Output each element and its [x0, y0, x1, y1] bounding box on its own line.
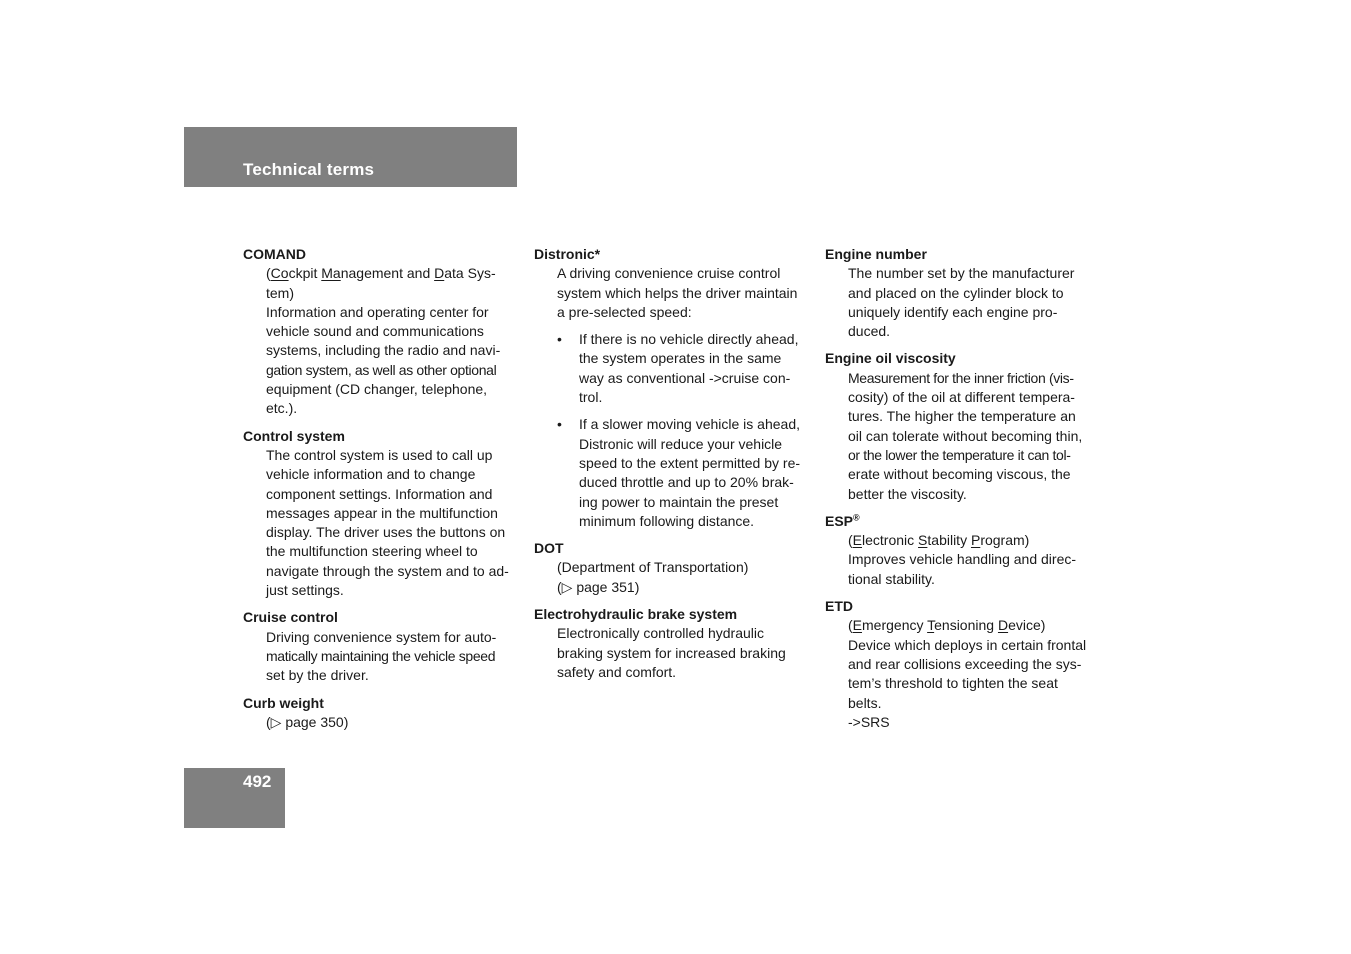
definition-line: navigate through the system and to ad-	[266, 562, 509, 579]
definition-line: and placed on the cylinder block to	[848, 284, 1064, 301]
term-comand: COMAND	[243, 246, 306, 262]
definition-line: The control system is used to call up	[266, 446, 493, 463]
definition-engine-oil-viscosity	[825, 369, 1100, 504]
definition-line: oil can tolerate without becoming thin,	[848, 427, 1083, 444]
definition-comand	[243, 264, 518, 418]
page-number: 492	[243, 772, 272, 791]
column-2	[534, 245, 809, 682]
definition-line: component settings. Information and	[266, 485, 493, 502]
definition-line: etc.).	[266, 400, 298, 417]
definition-line: set by the driver.	[266, 667, 369, 684]
definition-line: and rear collisions exceeding the sys-	[848, 655, 1082, 672]
term-etd: ETD	[825, 598, 853, 615]
definition-line: tional stability.	[848, 570, 935, 587]
bullet-line: minimum following distance.	[579, 512, 755, 529]
bullet-line: duced throttle and up to 20% brak-	[579, 474, 794, 491]
definition-line: (Emergency Tensioning Device)	[848, 617, 1046, 634]
page-reference[interactable]: (▷ page 350)	[266, 713, 349, 730]
definition-line: (Electronic Stability Program)	[848, 532, 1030, 549]
definition-line: braking system for increased braking	[557, 644, 786, 661]
definition-curb-weight	[243, 713, 518, 732]
definition-line: erate without becoming viscous, the	[848, 466, 1071, 483]
definition-line: duced.	[848, 323, 891, 340]
term-cruise-control: Cruise control	[243, 609, 338, 626]
definition-line: equipment (CD changer, telephone,	[266, 381, 488, 398]
bullet-icon: •	[557, 331, 562, 348]
definition-line: tem’s threshold to tighten the seat	[848, 675, 1058, 692]
definition-engine-number	[825, 264, 1100, 341]
definition-line: tures. The higher the temperature an	[848, 408, 1076, 425]
term-control-system: Control system	[243, 427, 345, 444]
page-number-box	[184, 768, 285, 828]
definition-line: better the viscosity.	[848, 485, 967, 502]
bullet-line: the system operates in the same	[579, 350, 782, 367]
definition-line: display. The driver uses the buttons on	[266, 524, 506, 541]
definition-line: safety and comfort.	[557, 663, 677, 680]
term-distronic: Distronic*	[534, 246, 601, 262]
cross-reference-link[interactable]: ->SRS	[848, 713, 890, 730]
definition-cruise-control	[243, 628, 518, 686]
definition-line: Device which deploys in certain frontal	[848, 636, 1087, 653]
definition-line: uniquely identify each engine pro-	[848, 303, 1058, 320]
page-reference[interactable]: (▷ page 351)	[557, 578, 640, 595]
column-3	[825, 245, 1100, 732]
definition-electrohydraulic-brake	[534, 624, 809, 682]
definition-line: A driving convenience cruise control	[557, 265, 781, 282]
list-item	[557, 415, 809, 531]
definition-line: just settings.	[266, 582, 344, 599]
definition-line: matically maintaining the vehicle speed	[266, 647, 496, 664]
bullet-line: Distronic will reduce your vehicle	[579, 435, 783, 452]
bullet-line: way as conventional ->cruise con-	[579, 369, 791, 386]
section-header-bar	[184, 127, 517, 187]
column-1	[243, 245, 518, 732]
definition-line: (Cockpit Management and Data Sys-	[266, 265, 496, 282]
definition-dot	[534, 558, 809, 597]
definition-line: cosity) of the oil at different tempera-	[848, 389, 1075, 406]
definition-line: vehicle sound and communications	[266, 323, 484, 340]
term-esp: ESP®	[825, 512, 860, 529]
definition-line: belts.	[848, 694, 882, 711]
definition-line: a pre-selected speed:	[557, 303, 692, 320]
distronic-bullet-list	[534, 330, 809, 531]
definition-line: messages appear in the multifunction	[266, 504, 498, 521]
bullet-line: speed to the extent permitted by re-	[579, 454, 801, 471]
section-title: Technical terms	[243, 160, 375, 179]
definition-line: The number set by the manufacturer	[848, 265, 1075, 282]
definition-line: Information and operating center for	[266, 303, 489, 320]
definition-line: Measurement for the inner friction (vis-	[848, 369, 1074, 386]
term-engine-number: Engine number	[825, 246, 927, 262]
list-item	[557, 330, 809, 407]
definition-line: (Department of Transportation)	[557, 559, 749, 576]
bullet-line: ing power to maintain the preset	[579, 493, 779, 510]
term-dot: DOT	[534, 540, 564, 557]
definition-esp	[825, 531, 1100, 589]
definition-line: vehicle information and to change	[266, 466, 476, 483]
definition-line: Improves vehicle handling and direc-	[848, 551, 1077, 568]
bullet-line: trol.	[579, 389, 603, 406]
definition-line: Electronically controlled hydraulic	[557, 625, 764, 642]
term-curb-weight: Curb weight	[243, 694, 324, 711]
registered-mark: ®	[853, 512, 860, 523]
definition-line: or the lower the temperature it can tol-	[848, 446, 1071, 463]
definition-distronic	[534, 264, 809, 322]
definition-line: Driving convenience system for auto-	[266, 628, 497, 645]
definition-etd	[825, 616, 1100, 732]
definition-line: tem)	[266, 284, 294, 301]
term-electrohydraulic-brake: Electrohydraulic brake system	[534, 606, 738, 623]
definition-line: systems, including the radio and navi-	[266, 342, 501, 359]
definition-control-system	[243, 446, 518, 600]
definition-line: gation system, as well as other optional	[266, 361, 497, 378]
bullet-icon: •	[557, 416, 562, 433]
definition-line: the multifunction steering wheel to	[266, 543, 478, 560]
term-engine-oil-viscosity: Engine oil viscosity	[825, 350, 956, 367]
bullet-line: If there is no vehicle directly ahead,	[579, 331, 799, 348]
bullet-line: If a slower moving vehicle is ahead,	[579, 416, 800, 433]
definition-line: system which helps the driver maintain	[557, 284, 798, 301]
